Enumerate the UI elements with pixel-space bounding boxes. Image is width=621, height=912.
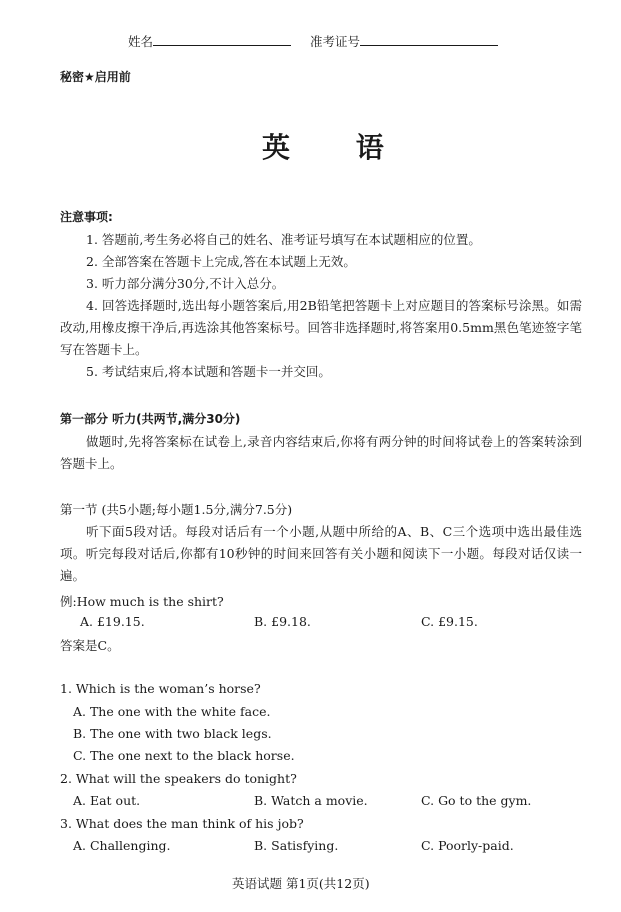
question-2-option-b: B. Watch a movie. (254, 793, 368, 808)
exam-id-field (310, 32, 498, 50)
question-1-option-c: C. The one next to the black horse. (73, 748, 295, 763)
part1-heading: 第一部分 听力(共两节,满分30分) (60, 412, 241, 426)
example-option-c: C. £9.15. (421, 614, 478, 629)
section1-instructions: 听下面5段对话。每段对话后有一个小题,从题中所给的A、B、C三个选项中选出最佳选项。听完每段对话后,你都有10秒钟的时间来回答有关小题和阅读下一小题。每段对话仅读一遍。 (60, 524, 582, 583)
exam-id-label: 准考证号 (310, 34, 361, 49)
question-1: 1. Which is the woman’s horse? (60, 681, 261, 696)
secret-mark: 秘密★启用前 (60, 70, 131, 84)
name-blank (153, 33, 291, 46)
example-option-b: B. £9.18. (254, 614, 311, 629)
question-1-option-b: B. The one with two black legs. (73, 726, 272, 741)
question-2-option-c: C. Go to the gym. (421, 793, 532, 808)
page-footer: 英语试题 第1页(共12页) (232, 876, 370, 891)
exam-id-blank (360, 33, 498, 46)
example-answer: 答案是C。 (60, 638, 120, 653)
note-item-1: 1. 答题前,考生务必将自己的姓名、准考证号填写在本试题相应的位置。 (86, 232, 481, 247)
name-label: 姓名 (128, 34, 154, 49)
note-item-3: 3. 听力部分满分30分,不计入总分。 (86, 276, 285, 291)
question-1-option-a: A. The one with the white face. (73, 704, 271, 719)
page-title: 英 语 (262, 131, 412, 164)
notes-heading: 注意事项: (60, 210, 113, 224)
note-item-4: 4. 回答选择题时,选出每小题答案后,用2B铅笔把答题卡上对应题目的答案标号涂黑。如需改动,用橡皮擦干净后,再选涂其他答案标号。回答非选择题时,将答案用0.5mm黑色笔迹签字笔写在答题卡上。 (60, 298, 582, 357)
part1-intro: 做题时,先将答案标在试卷上,录音内容结束后,你将有两分钟的时间将试卷上的答案转涂到答题卡上。 (60, 434, 582, 471)
name-field (128, 32, 291, 50)
note-item-2: 2. 全部答案在答题卡上完成,答在本试题上无效。 (86, 254, 356, 269)
note-item-5: 5. 考试结束后,将本试题和答题卡一并交回。 (86, 364, 331, 379)
question-2-option-a: A. Eat out. (73, 793, 141, 808)
question-3-option-b: B. Satisfying. (254, 838, 339, 853)
question-3-option-c: C. Poorly-paid. (421, 838, 514, 853)
question-2: 2. What will the speakers do tonight? (60, 771, 297, 786)
question-3-option-a: A. Challenging. (73, 838, 171, 853)
question-3: 3. What does the man think of his job? (60, 816, 304, 831)
section1-heading: 第一节 (共5小题;每小题1.5分,满分7.5分) (60, 502, 293, 517)
example-question: 例:How much is the shirt? (60, 594, 224, 609)
example-option-a: A. £19.15. (80, 614, 145, 629)
